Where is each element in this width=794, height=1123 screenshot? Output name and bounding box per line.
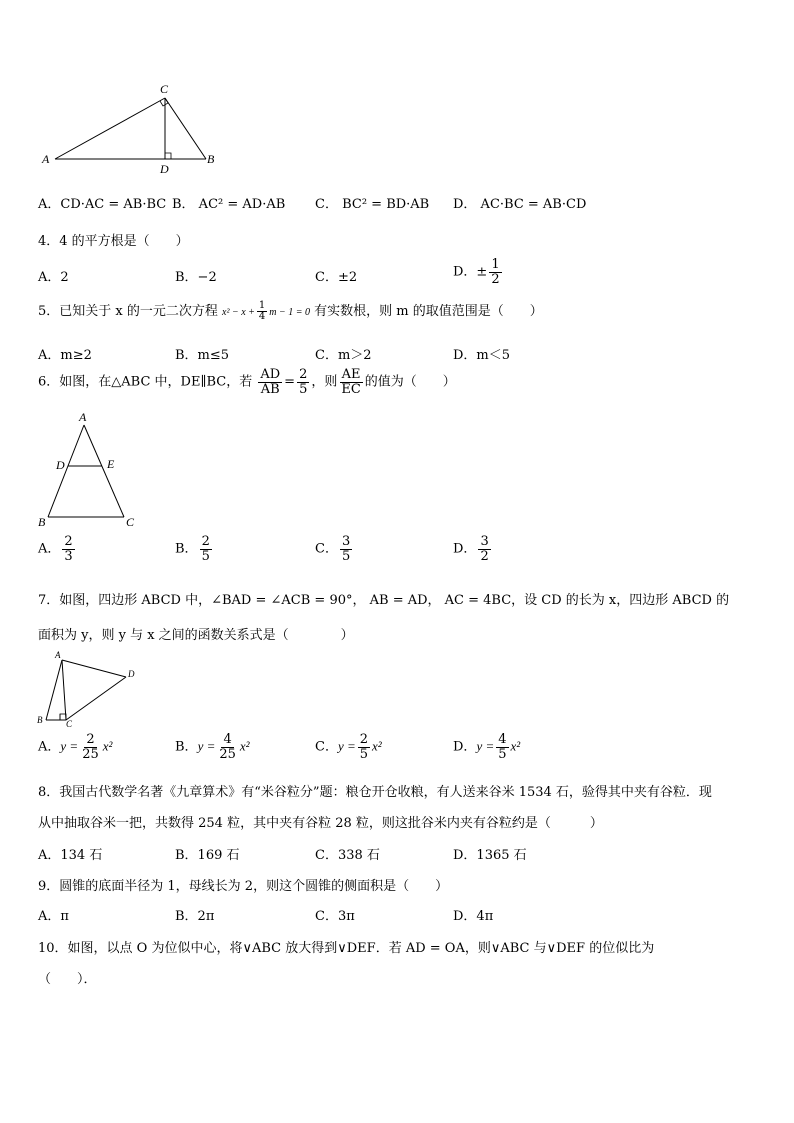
- q7-option-c: C．y = $\frac{2}{5}$ x²: [315, 732, 382, 762]
- q5-option-c: C．m＞2: [315, 348, 372, 363]
- q9-stem: 9．圆锥的底面半径为 1，母线长为 2，则这个圆锥的侧面积是（ ）: [38, 879, 449, 894]
- fig6-label-E: E: [107, 457, 115, 471]
- q3-option-a: A．CD·AC = AB·BC: [38, 197, 167, 212]
- fig6-label-B: B: [38, 515, 46, 529]
- fig3-label-D: D: [160, 162, 169, 176]
- q7-option-d: D．y = $\frac{4}{5}$ x²: [453, 732, 521, 762]
- q3-option-c: C． BC² = BD·AB: [315, 197, 430, 212]
- q7-option-b: B．y = $\frac{4}{25}$ x²: [175, 732, 250, 762]
- fig7-label-C: C: [66, 719, 73, 729]
- q8-option-c: C．338 石: [315, 848, 380, 863]
- q9-option-a: A．π: [38, 909, 69, 924]
- fig6-label-D: D: [56, 458, 65, 472]
- fig6-label-A: A: [79, 410, 87, 424]
- q10-line-2: （ ）．: [38, 972, 97, 987]
- q3-option-b: B． AC² = AD·AB: [172, 197, 286, 212]
- q4-option-c: C．±2: [315, 270, 358, 285]
- q4-option-d: D．± $\frac{1}{2}$: [453, 257, 500, 287]
- q7-line-1: 7．如图，四边形 ABCD 中，∠BAD = ∠ACB = 90°， AB = AD， AC = 4BC，设 CD 的长为 x，四边形 ABCD 的: [38, 593, 730, 608]
- q8-option-d: D．1365 石: [453, 848, 527, 863]
- q9-option-b: B．2π: [175, 909, 215, 924]
- q6-option-d: D． $\frac{3}{2}$: [453, 534, 489, 564]
- fig7-label-B: B: [37, 715, 43, 725]
- q4-stem: 4．4 的平方根是（ ）: [38, 234, 189, 249]
- q6-stem: 6．如图，在△ABC 中，DE∥BC，若 $\frac{AD}{AB}$ = $\frac{2}{5}$ ，则 $\frac{AE}{EC}$ 的值为（ ）: [38, 367, 456, 397]
- q8-option-a: A．134 石: [38, 848, 103, 863]
- fig3-label-C: C: [160, 82, 169, 96]
- q7-option-a: A．y = $\frac{2}{25}$ x²: [38, 732, 113, 762]
- fig3-label-A: A: [42, 152, 50, 166]
- q5-option-a: A．m≥2: [38, 348, 92, 363]
- q7-line-2: 面积为 y，则 y 与 x 之间的函数关系式是（ ）: [38, 628, 354, 643]
- q5-stem: 5．已知关于 x 的一元二次方程 x² − x + $\frac{1}{4}$ m − 1 = 0 有实数根，则 m 的取值范围是（ ）: [38, 299, 543, 322]
- q4-option-b: B．−2: [175, 270, 217, 285]
- fig7-label-A: A: [55, 650, 61, 660]
- q6-option-a: A． $\frac{2}{3}$: [38, 534, 73, 564]
- q6-option-b: B． $\frac{2}{5}$: [175, 534, 210, 564]
- fig3-label-B: B: [207, 152, 215, 166]
- q9-option-d: D．4π: [453, 909, 494, 924]
- fig6-label-C: C: [126, 515, 135, 529]
- q3-option-d: D． AC·BC = AB·CD: [453, 197, 587, 212]
- q6-option-c: C． $\frac{3}{5}$: [315, 534, 351, 564]
- q8-line-1: 8．我国古代数学名著《九章算术》有“米谷粒分”题：粮仓开仓收粮，有人送来谷米 1534 石，验得其中夹有谷粒．现: [38, 785, 712, 800]
- q10-line-1: 10．如图，以点 O 为位似中心，将∨ABC 放大得到∨DEF．若 AD = OA，则∨ABC 与∨DEF 的位似比为: [38, 941, 655, 956]
- q5-option-b: B．m≤5: [175, 348, 230, 363]
- q4-option-a: A．2: [38, 270, 69, 285]
- fig7-label-D: D: [128, 669, 135, 679]
- q8-option-b: B．169 石: [175, 848, 240, 863]
- q9-option-c: C．3π: [315, 909, 355, 924]
- q8-line-2: 从中抽取谷米一把，共数得 254 粒，其中夹有谷粒 28 粒，则这批谷米内夹有谷粒约是（ ）: [38, 816, 603, 831]
- q5-option-d: D．m＜5: [453, 348, 511, 363]
